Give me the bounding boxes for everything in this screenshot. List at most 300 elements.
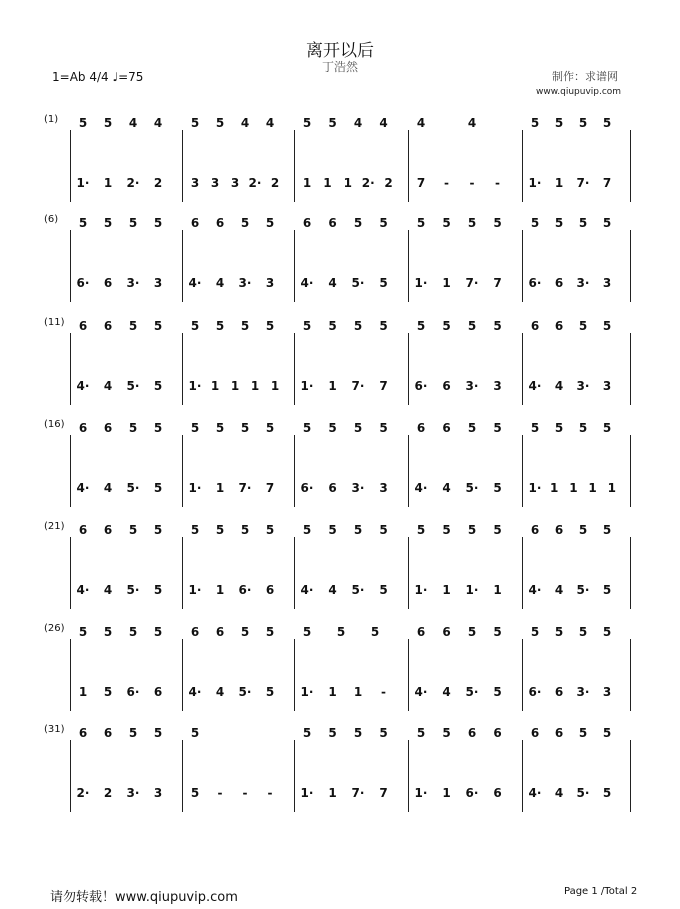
lower-note: 6·: [300, 481, 314, 495]
upper-note: 5: [240, 421, 250, 435]
lower-note: 5·: [351, 276, 365, 290]
score-system: [0, 722, 680, 814]
barline: [408, 639, 409, 711]
upper-note: 5: [240, 625, 250, 639]
lower-note: 3: [493, 379, 502, 393]
upper-note: 6: [190, 216, 200, 230]
upper-note: 5: [353, 421, 363, 435]
lower-note: 3: [230, 176, 240, 190]
upper-note: 6: [416, 625, 426, 639]
lower-note: 1: [270, 379, 280, 393]
composer-name: 丁浩然: [321, 60, 358, 74]
upper-note: 4: [379, 116, 388, 130]
lower-note: 4·: [528, 583, 542, 597]
lower-note: 2·: [361, 176, 375, 190]
lower-note: 6·: [528, 685, 542, 699]
upper-note: 5: [153, 216, 163, 230]
lower-note: 1·: [528, 481, 542, 495]
lower-note: 5·: [238, 685, 252, 699]
upper-note: 5: [353, 523, 363, 537]
upper-note: 5: [328, 726, 337, 740]
upper-note: 5: [379, 523, 388, 537]
lower-note: 3: [265, 276, 275, 290]
upper-note: 5: [578, 216, 588, 230]
lower-note: 2·: [76, 786, 90, 800]
measure-number: (6): [44, 214, 59, 225]
lower-note: 1: [250, 379, 260, 393]
lower-note: 5: [153, 583, 163, 597]
upper-note: 5: [153, 421, 163, 435]
upper-note: 5: [240, 216, 250, 230]
upper-note: 5: [379, 421, 388, 435]
lower-note: 7: [493, 276, 502, 290]
lower-note: 1: [442, 786, 451, 800]
lower-note: 6: [103, 276, 113, 290]
upper-note: 5: [240, 319, 250, 333]
lower-note: 1: [353, 685, 363, 699]
lower-note: 1: [230, 379, 240, 393]
lower-note: 1·: [414, 583, 428, 597]
upper-note: 5: [128, 625, 138, 639]
lower-note: 3·: [465, 379, 479, 393]
lower-note: 3: [602, 276, 612, 290]
upper-note: 5: [190, 421, 200, 435]
lower-note: 1·: [300, 786, 314, 800]
upper-note: 5: [578, 523, 588, 537]
barline: [630, 130, 631, 202]
lower-note: 2·: [126, 176, 140, 190]
upper-note: 5: [215, 421, 225, 435]
upper-note: 5: [602, 523, 612, 537]
upper-note: 5: [530, 216, 540, 230]
barline: [630, 639, 631, 711]
footer-copyright: 请勿转载！www.qiupuvip.com: [50, 890, 238, 905]
barline: [522, 639, 523, 711]
upper-note: 5: [353, 726, 363, 740]
lower-note: 4·: [300, 583, 314, 597]
lower-note: 7·: [351, 786, 365, 800]
upper-note: 5: [379, 319, 388, 333]
lower-note: 1: [328, 685, 337, 699]
upper-note: 4: [240, 116, 250, 130]
lower-note: 4·: [188, 685, 202, 699]
lower-note: 7: [265, 481, 275, 495]
upper-note: 5: [379, 726, 388, 740]
barline: [182, 435, 183, 507]
upper-note: 5: [530, 116, 540, 130]
upper-note: 5: [353, 319, 363, 333]
lower-note: 1: [103, 176, 113, 190]
upper-note: 5: [493, 421, 502, 435]
score-title: 离开以后: [306, 41, 374, 61]
lower-note: 5·: [576, 786, 590, 800]
lower-note: 5: [493, 685, 502, 699]
upper-note: 5: [328, 116, 337, 130]
barline: [294, 639, 295, 711]
upper-note: 5: [153, 523, 163, 537]
upper-note: 6: [103, 319, 113, 333]
lower-note: 1: [328, 786, 337, 800]
barline: [630, 740, 631, 812]
upper-note: 6: [416, 421, 426, 435]
lower-note: -: [495, 176, 500, 190]
upper-note: 5: [578, 116, 588, 130]
upper-note: 5: [78, 116, 88, 130]
lower-note: 1: [607, 481, 616, 495]
lower-note: 5: [602, 583, 612, 597]
score-system: [0, 417, 680, 509]
lower-note: 5: [153, 379, 163, 393]
lower-note: 5: [265, 685, 275, 699]
lower-note: 5·: [351, 583, 365, 597]
lower-note: 1: [569, 481, 578, 495]
upper-note: 4: [416, 116, 426, 130]
upper-note: 6: [442, 421, 451, 435]
upper-note: 5: [370, 625, 380, 639]
upper-note: 6: [302, 216, 312, 230]
upper-note: 5: [265, 216, 275, 230]
barline: [408, 435, 409, 507]
lower-note: 5·: [465, 481, 479, 495]
lower-note: 3·: [576, 276, 590, 290]
barline: [294, 537, 295, 609]
upper-note: 6: [467, 726, 477, 740]
score-system: [0, 112, 680, 204]
lower-note: 1: [588, 481, 597, 495]
barline: [408, 230, 409, 302]
barline: [182, 333, 183, 405]
upper-note: 5: [554, 216, 564, 230]
lower-note: 4: [328, 276, 337, 290]
upper-note: 5: [103, 116, 113, 130]
upper-note: 5: [442, 216, 451, 230]
lower-note: 5: [190, 786, 200, 800]
upper-note: 5: [467, 216, 477, 230]
upper-note: 5: [578, 726, 588, 740]
upper-note: 5: [467, 421, 477, 435]
upper-note: 5: [442, 319, 451, 333]
lower-note: 4·: [300, 276, 314, 290]
measure-number: (26): [44, 623, 65, 634]
upper-note: 6: [78, 319, 88, 333]
upper-note: 5: [530, 625, 540, 639]
lower-note: 1·: [414, 786, 428, 800]
lower-note: 3: [190, 176, 200, 190]
lower-note: 5: [379, 276, 388, 290]
barline: [408, 333, 409, 405]
measure-number: (16): [44, 419, 65, 430]
upper-note: 5: [265, 319, 275, 333]
upper-note: 6: [554, 523, 564, 537]
upper-note: 6: [103, 523, 113, 537]
upper-note: 5: [190, 726, 200, 740]
upper-note: 5: [128, 726, 138, 740]
upper-note: 5: [416, 319, 426, 333]
lower-note: 7·: [351, 379, 365, 393]
lower-note: 7: [379, 786, 388, 800]
upper-note: 5: [554, 116, 564, 130]
lower-note: 6·: [76, 276, 90, 290]
lower-note: 3·: [238, 276, 252, 290]
upper-note: 5: [153, 625, 163, 639]
lower-note: 6: [554, 685, 564, 699]
upper-note: 5: [302, 625, 312, 639]
upper-note: 6: [554, 319, 564, 333]
lower-note: 4: [328, 583, 337, 597]
upper-note: 5: [215, 523, 225, 537]
key-signature: 1=Ab 4/4 ♩=75: [52, 70, 144, 84]
upper-note: 5: [467, 523, 477, 537]
upper-note: 5: [578, 421, 588, 435]
lower-note: 1: [493, 583, 502, 597]
upper-note: 5: [602, 726, 612, 740]
upper-note: 5: [302, 523, 312, 537]
lower-note: 1·: [414, 276, 428, 290]
upper-note: 5: [215, 116, 225, 130]
lower-note: 4: [215, 685, 225, 699]
lower-note: 6·: [528, 276, 542, 290]
upper-note: 5: [302, 421, 312, 435]
lower-note: 5: [103, 685, 113, 699]
lower-note: 5·: [465, 685, 479, 699]
barline: [408, 130, 409, 202]
lower-note: 6: [493, 786, 502, 800]
lower-note: 1: [323, 176, 332, 190]
upper-note: 6: [215, 625, 225, 639]
upper-note: 5: [467, 625, 477, 639]
barline: [182, 230, 183, 302]
barline: [182, 537, 183, 609]
upper-note: 5: [493, 216, 502, 230]
score-system: [0, 212, 680, 304]
lower-note: -: [242, 786, 248, 800]
lower-note: 3·: [576, 379, 590, 393]
lower-note: 1: [215, 583, 225, 597]
page-indicator: Page 1 /Total 2: [564, 886, 638, 897]
upper-note: 5: [328, 319, 337, 333]
lower-note: 4·: [414, 685, 428, 699]
upper-note: 5: [602, 216, 612, 230]
upper-note: 6: [78, 523, 88, 537]
lower-note: 6·: [414, 379, 428, 393]
credit-text: 制作：求谱网: [552, 70, 618, 83]
upper-note: 5: [353, 216, 363, 230]
upper-note: 6: [328, 216, 337, 230]
lower-note: 1·: [300, 685, 314, 699]
lower-note: 1: [343, 176, 352, 190]
lower-note: 3: [210, 176, 220, 190]
barline: [522, 740, 523, 812]
upper-note: 5: [103, 216, 113, 230]
lower-note: 7·: [465, 276, 479, 290]
upper-note: 5: [215, 319, 225, 333]
score-system: [0, 621, 680, 713]
upper-note: 5: [416, 726, 426, 740]
lower-note: 1: [215, 481, 225, 495]
lower-note: 3·: [351, 481, 365, 495]
barline: [182, 740, 183, 812]
upper-note: 5: [493, 625, 502, 639]
barline: [522, 230, 523, 302]
lower-note: 5·: [126, 379, 140, 393]
upper-note: 5: [578, 319, 588, 333]
barline: [408, 537, 409, 609]
upper-note: 5: [190, 319, 200, 333]
lower-note: 4: [103, 379, 113, 393]
lower-note: 5·: [126, 583, 140, 597]
barline: [630, 537, 631, 609]
measure-number: (31): [44, 724, 65, 735]
upper-note: 6: [442, 625, 451, 639]
barline: [70, 230, 71, 302]
barline: [630, 435, 631, 507]
upper-note: 4: [153, 116, 163, 130]
lower-note: 7: [416, 176, 426, 190]
lower-note: 1: [554, 176, 564, 190]
lower-note: 6: [265, 583, 275, 597]
lower-note: 4·: [414, 481, 428, 495]
upper-note: 6: [190, 625, 200, 639]
lower-note: 1·: [465, 583, 479, 597]
lower-note: 3·: [126, 276, 140, 290]
lower-note: 1: [550, 481, 559, 495]
score-system: [0, 315, 680, 407]
barline: [522, 333, 523, 405]
lower-note: 7·: [576, 176, 590, 190]
lower-note: 6: [554, 276, 564, 290]
upper-note: 6: [493, 726, 502, 740]
score-system: [0, 519, 680, 611]
upper-note: 5: [128, 319, 138, 333]
barline: [294, 740, 295, 812]
upper-note: 5: [493, 523, 502, 537]
lower-note: 3: [153, 786, 163, 800]
lower-note: 1: [210, 379, 220, 393]
lower-note: 1: [302, 176, 312, 190]
lower-note: 4·: [76, 481, 90, 495]
barline: [70, 333, 71, 405]
lower-note: 4·: [528, 379, 542, 393]
barline: [70, 740, 71, 812]
lower-note: 1·: [76, 176, 90, 190]
lower-note: 2: [384, 176, 393, 190]
upper-note: 5: [153, 726, 163, 740]
lower-note: 3: [379, 481, 388, 495]
upper-note: 5: [328, 421, 337, 435]
lower-note: 6: [442, 379, 451, 393]
upper-note: 4: [353, 116, 363, 130]
upper-note: 5: [602, 116, 612, 130]
upper-note: 6: [78, 726, 88, 740]
lower-note: 2·: [248, 176, 262, 190]
lower-note: 2: [153, 176, 163, 190]
upper-note: 6: [530, 726, 540, 740]
upper-note: 5: [336, 625, 346, 639]
measure-number: (11): [44, 317, 65, 328]
upper-note: 6: [530, 523, 540, 537]
barline: [522, 130, 523, 202]
barline: [630, 333, 631, 405]
upper-note: 6: [78, 421, 88, 435]
upper-note: 4: [265, 116, 275, 130]
lower-note: 7·: [238, 481, 252, 495]
barline: [182, 130, 183, 202]
lower-note: 6: [153, 685, 163, 699]
upper-note: 5: [554, 421, 564, 435]
lower-note: 7: [602, 176, 612, 190]
upper-note: 5: [190, 523, 200, 537]
lower-note: 2: [103, 786, 113, 800]
upper-note: 5: [128, 421, 138, 435]
lower-note: 4: [442, 685, 451, 699]
lower-note: 5: [153, 481, 163, 495]
barline: [522, 435, 523, 507]
upper-note: 5: [328, 523, 337, 537]
barline: [70, 639, 71, 711]
barline: [294, 435, 295, 507]
lower-note: 2: [270, 176, 280, 190]
upper-note: 5: [78, 216, 88, 230]
barline: [294, 333, 295, 405]
upper-note: 5: [442, 726, 451, 740]
lower-note: -: [381, 685, 386, 699]
lower-note: 4: [442, 481, 451, 495]
measure-number: (1): [44, 114, 59, 125]
lower-note: 5: [379, 583, 388, 597]
lower-note: 5: [602, 786, 612, 800]
upper-note: 5: [153, 319, 163, 333]
upper-note: 5: [530, 421, 540, 435]
lower-note: 1: [442, 276, 451, 290]
lower-note: 1: [78, 685, 88, 699]
upper-note: 6: [530, 319, 540, 333]
upper-note: 6: [215, 216, 225, 230]
lower-note: 4: [554, 786, 564, 800]
lower-note: 5·: [126, 481, 140, 495]
barline: [294, 130, 295, 202]
upper-note: 5: [128, 523, 138, 537]
lower-note: 6·: [238, 583, 252, 597]
lower-note: 4·: [188, 276, 202, 290]
lower-note: -: [469, 176, 475, 190]
barline: [522, 537, 523, 609]
lower-note: 1·: [300, 379, 314, 393]
lower-note: 1·: [188, 379, 202, 393]
upper-note: 5: [302, 319, 312, 333]
upper-note: 5: [302, 116, 312, 130]
lower-note: 4: [554, 583, 564, 597]
upper-note: 4: [467, 116, 477, 130]
lower-note: 4: [103, 583, 113, 597]
lower-note: 5·: [576, 583, 590, 597]
barline: [294, 230, 295, 302]
lower-note: 1·: [528, 176, 542, 190]
lower-note: 1·: [188, 481, 202, 495]
upper-note: 5: [128, 216, 138, 230]
upper-note: 5: [103, 625, 113, 639]
lower-note: 1: [328, 379, 337, 393]
lower-note: -: [267, 786, 273, 800]
website-url: www.qiupuvip.com: [536, 87, 622, 97]
upper-note: 5: [467, 319, 477, 333]
upper-note: 5: [602, 319, 612, 333]
barline: [630, 230, 631, 302]
lower-note: -: [217, 786, 223, 800]
upper-note: 5: [578, 625, 588, 639]
lower-note: -: [444, 176, 449, 190]
lower-note: 4: [554, 379, 564, 393]
measure-number: (21): [44, 521, 65, 532]
